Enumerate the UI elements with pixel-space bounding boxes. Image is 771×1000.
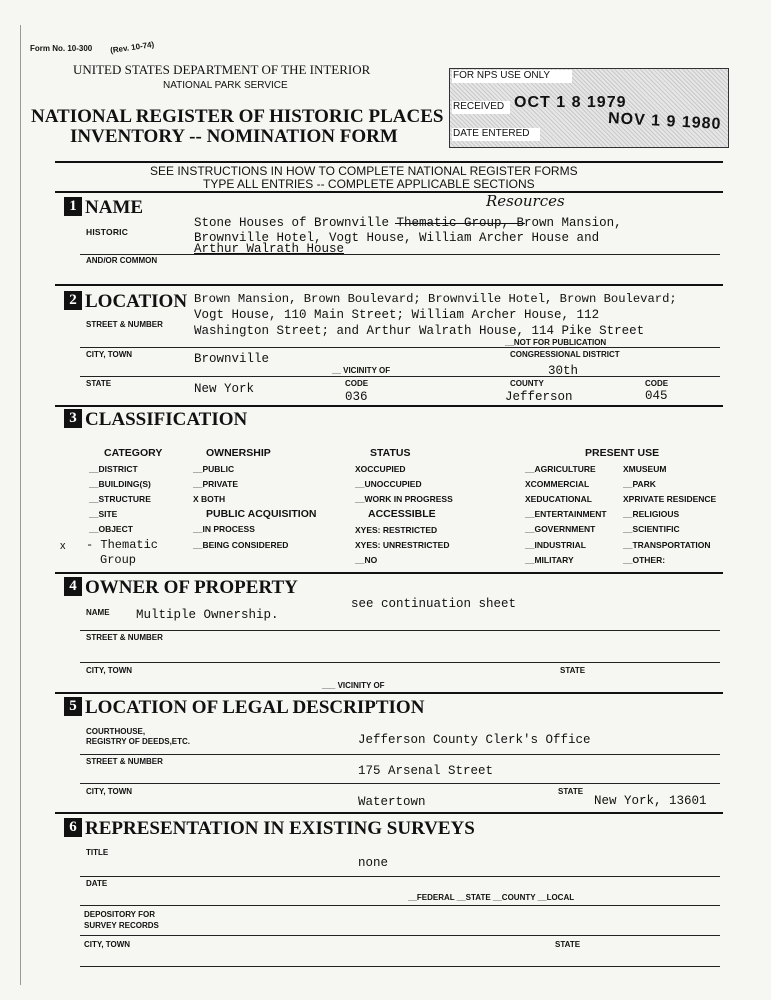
owner-name-label: NAME bbox=[86, 608, 110, 617]
category-heading: CATEGORY bbox=[104, 447, 163, 459]
legal-state-label: STATE bbox=[558, 787, 584, 796]
state-value: New York bbox=[194, 382, 255, 396]
owner-name: Multiple Ownership. bbox=[136, 608, 279, 622]
use-park: __PARK bbox=[623, 479, 656, 489]
service-name: NATIONAL PARK SERVICE bbox=[163, 80, 288, 91]
historic-line2: Brownville Hotel, Vogt House, William Archer House and bbox=[194, 231, 600, 245]
status-unoccupied: __UNOCCUPIED bbox=[355, 479, 422, 489]
ownership-both: X BOTH bbox=[193, 494, 226, 504]
legal-city-value: Watertown bbox=[358, 795, 426, 809]
present-use-heading: PRESENT USE bbox=[585, 447, 660, 459]
congress-value: 30th bbox=[548, 364, 579, 378]
survey-state-label: STATE bbox=[555, 940, 581, 949]
common-label: AND/OR COMMON bbox=[86, 256, 158, 265]
section-number: 3 bbox=[64, 409, 82, 428]
vicinity-label: __ VICINITY OF bbox=[332, 366, 391, 375]
page-edge-line bbox=[20, 25, 21, 985]
section-title: LOCATION bbox=[85, 291, 188, 312]
owner-state-label: STATE bbox=[560, 666, 586, 675]
historic-label: HISTORIC bbox=[86, 227, 129, 237]
legal-state-value: New York, 13601 bbox=[594, 794, 707, 808]
section-title: LOCATION OF LEGAL DESCRIPTION bbox=[85, 697, 425, 718]
code2-label: CODE bbox=[645, 379, 669, 388]
owner-city-label: CITY, TOWN bbox=[86, 666, 133, 675]
use-educational: XEDUCATIONAL bbox=[525, 494, 592, 504]
acq-being-considered: __BEING CONSIDERED bbox=[193, 540, 289, 550]
ownership-heading: OWNERSHIP bbox=[206, 447, 271, 459]
section-number: 2 bbox=[64, 291, 82, 310]
category-district: __DISTRICT bbox=[89, 464, 138, 474]
owner-vicinity-text: VICINITY OF bbox=[337, 681, 385, 690]
vicinity-text: VICINITY OF bbox=[343, 366, 391, 375]
ownership-public: __PUBLIC bbox=[193, 464, 235, 474]
thematic-line1: - Thematic bbox=[86, 538, 159, 552]
form-number: Form No. 10-300 bbox=[30, 44, 93, 53]
accessible-heading: ACCESSIBLE bbox=[368, 508, 436, 520]
owner-vicinity: ___ VICINITY OF bbox=[322, 681, 385, 690]
section-number: 4 bbox=[64, 577, 82, 596]
use-government: __GOVERNMENT bbox=[525, 524, 596, 534]
survey-title-label: TITLE bbox=[86, 848, 109, 857]
category-structure: __STRUCTURE bbox=[89, 494, 151, 504]
date-entered-label: DATE ENTERED bbox=[453, 128, 530, 139]
survey-title-value: none bbox=[358, 856, 389, 870]
use-agriculture: __AGRICULTURE bbox=[525, 464, 596, 474]
location-line1: Brown Mansion, Brown Boulevard; Brownville Hotel, Brown Boulevard; bbox=[194, 292, 677, 306]
section-4-heading bbox=[64, 577, 298, 599]
handwritten-resources: Resources bbox=[486, 192, 565, 210]
received-stamp: OCT 1 8 1979 bbox=[514, 94, 627, 111]
section-number: 1 bbox=[64, 197, 82, 216]
city-value: Brownville bbox=[194, 352, 270, 366]
section-number: 6 bbox=[64, 818, 82, 837]
location-line2: Vogt House, 110 Main Street; William Archer House, 112 bbox=[194, 308, 600, 322]
status-work-in-progress: __WORK IN PROGRESS bbox=[355, 494, 453, 504]
nps-use-label: FOR NPS USE ONLY bbox=[453, 70, 551, 81]
courthouse-value: Jefferson County Clerk's Office bbox=[358, 733, 591, 747]
historic-line3: Arthur Walrath House bbox=[194, 242, 345, 256]
use-private-residence: XPRIVATE RESIDENCE bbox=[623, 494, 717, 504]
legal-street-label: STREET & NUMBER bbox=[86, 757, 163, 766]
form-title-line1: NATIONAL REGISTER OF HISTORIC PLACES bbox=[31, 106, 444, 127]
section-title: OWNER OF PROPERTY bbox=[85, 577, 298, 598]
department-name: UNITED STATES DEPARTMENT OF THE INTERIOR bbox=[73, 62, 371, 77]
use-other: __OTHER: bbox=[623, 555, 666, 565]
entered-stamp: NOV 1 9 1980 bbox=[607, 110, 722, 133]
section-2-heading bbox=[64, 291, 187, 313]
form-title-line2: INVENTORY -- NOMINATION FORM bbox=[70, 126, 398, 147]
legal-street-value: 175 Arsenal Street bbox=[358, 764, 494, 778]
section-6-heading bbox=[64, 818, 475, 840]
section-1-heading bbox=[64, 197, 143, 219]
instructions-line2: TYPE ALL ENTRIES -- COMPLETE APPLICABLE SECTIONS bbox=[203, 177, 535, 191]
status-occupied: XOCCUPIED bbox=[355, 464, 406, 474]
thematic-mark: x bbox=[60, 540, 66, 552]
code-label: CODE bbox=[345, 379, 369, 388]
survey-levels: __FEDERAL __STATE __COUNTY __LOCAL bbox=[408, 893, 575, 902]
acq-in-process: __IN PROCESS bbox=[193, 524, 255, 534]
congress-label: CONGRESSIONAL DISTRICT bbox=[510, 350, 620, 359]
code-value: 036 bbox=[345, 390, 368, 404]
county-value: Jefferson bbox=[505, 390, 573, 404]
code2-value: 045 bbox=[645, 389, 668, 403]
depository-label-1: DEPOSITORY FOR bbox=[84, 910, 155, 919]
state-label: STATE bbox=[86, 379, 112, 388]
acquisition-heading: PUBLIC ACQUISITION bbox=[206, 508, 317, 520]
survey-city-label: CITY, TOWN bbox=[84, 940, 131, 949]
continuation-note: see continuation sheet bbox=[351, 597, 517, 611]
access-no: __NO bbox=[355, 555, 378, 565]
courthouse-label-1: COURTHOUSE, bbox=[86, 727, 146, 736]
use-transportation: __TRANSPORTATION bbox=[623, 540, 711, 550]
use-military: __MILITARY bbox=[525, 555, 574, 565]
access-restricted: XYES: RESTRICTED bbox=[355, 525, 438, 535]
thematic-line2: Group bbox=[100, 553, 137, 567]
county-label: COUNTY bbox=[510, 379, 544, 388]
status-heading: STATUS bbox=[370, 447, 411, 459]
use-entertainment: __ENTERTAINMENT bbox=[525, 509, 607, 519]
category-object: __OBJECT bbox=[89, 524, 133, 534]
not-for-publication: __NOT FOR PUBLICATION bbox=[505, 338, 607, 347]
owner-street-label: STREET & NUMBER bbox=[86, 633, 163, 642]
access-unrestricted: XYES: UNRESTRICTED bbox=[355, 540, 450, 550]
legal-city-label: CITY, TOWN bbox=[86, 787, 133, 796]
section-3-heading bbox=[64, 409, 247, 431]
city-label: CITY, TOWN bbox=[86, 350, 133, 359]
received-label: RECEIVED bbox=[453, 101, 505, 112]
strikethrough-group bbox=[395, 223, 525, 224]
use-religious: __RELIGIOUS bbox=[623, 509, 680, 519]
street-label: STREET & NUMBER bbox=[86, 320, 163, 329]
form-revision: (Rev. 10-74) bbox=[109, 39, 155, 56]
depository-label-2: SURVEY RECORDS bbox=[84, 921, 159, 930]
category-site: __SITE bbox=[89, 509, 118, 519]
location-line3: Washington Street; and Arthur Walrath House, 114 Pike Street bbox=[194, 324, 645, 338]
section-title: REPRESENTATION IN EXISTING SURVEYS bbox=[85, 818, 475, 839]
historic-line1: Stone Houses of Brownville Thematic Group, Brown Mansion, bbox=[194, 216, 622, 230]
section-title: NAME bbox=[85, 197, 144, 218]
section-title: CLASSIFICATION bbox=[85, 409, 248, 430]
use-museum: XMUSEUM bbox=[623, 464, 667, 474]
survey-date-label: DATE bbox=[86, 879, 108, 888]
section-number: 5 bbox=[64, 697, 82, 716]
instructions-line1: SEE INSTRUCTIONS IN HOW TO COMPLETE NATIONAL REGISTER FORMS bbox=[150, 164, 578, 178]
use-commercial: XCOMMERCIAL bbox=[525, 479, 590, 489]
ownership-private: __PRIVATE bbox=[193, 479, 239, 489]
not-for-publication-label: NOT FOR PUBLICATION bbox=[513, 338, 607, 347]
use-scientific: __SCIENTIFIC bbox=[623, 524, 680, 534]
use-industrial: __INDUSTRIAL bbox=[525, 540, 586, 550]
courthouse-label-2: REGISTRY OF DEEDS,ETC. bbox=[86, 737, 191, 746]
section-5-heading bbox=[64, 697, 424, 719]
category-buildings: __BUILDING(S) bbox=[89, 479, 151, 489]
